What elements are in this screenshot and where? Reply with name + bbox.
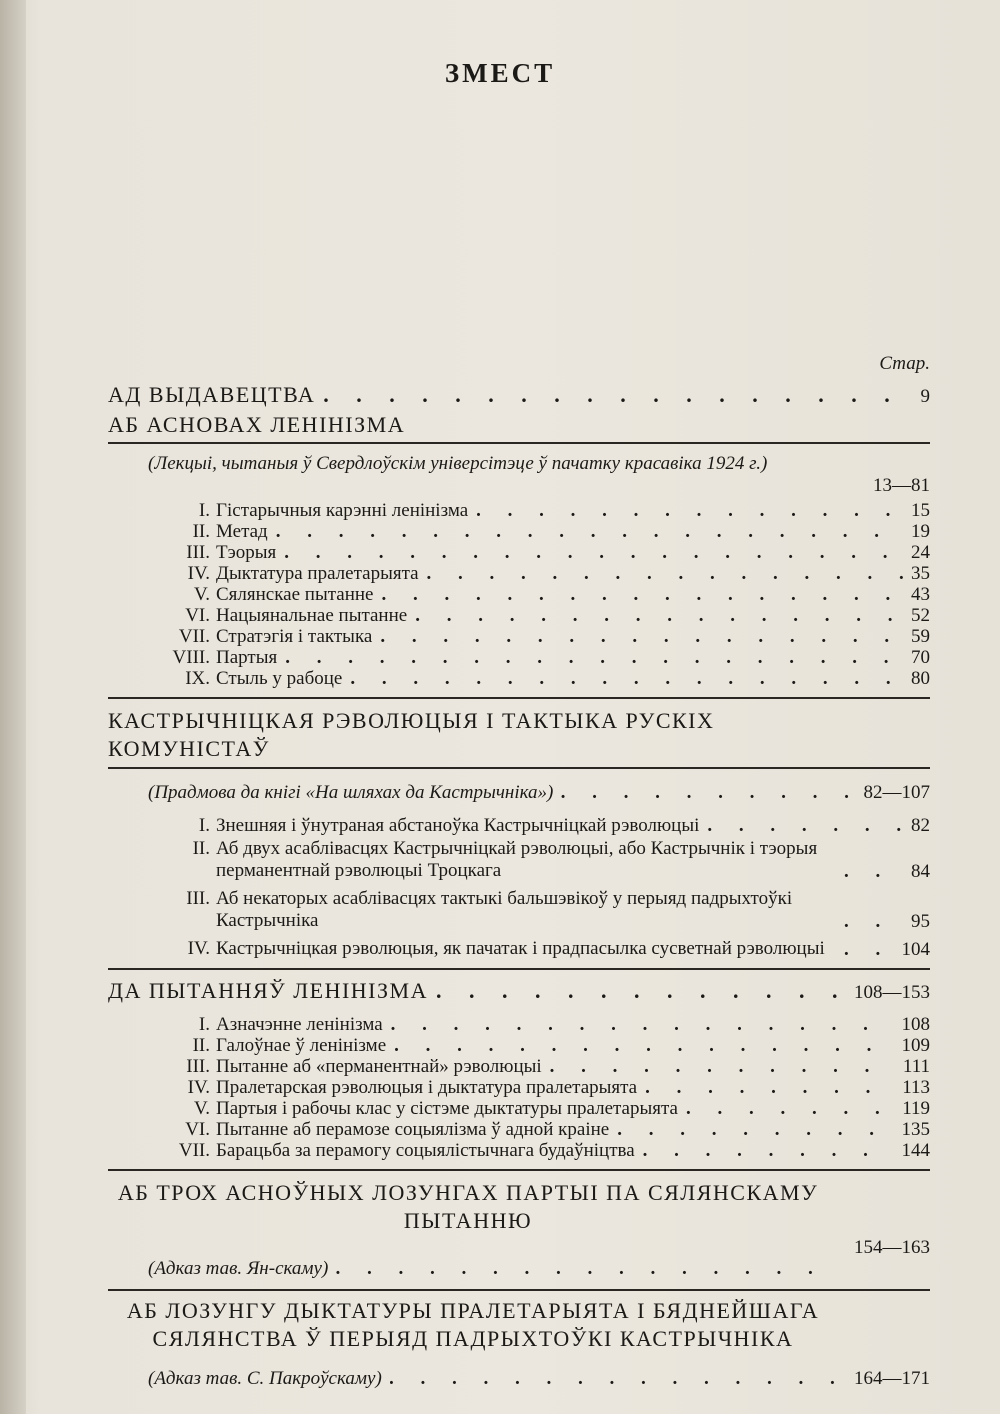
leader-dots	[561, 781, 855, 805]
leader-dots	[276, 521, 903, 542]
leader-dots	[707, 815, 903, 836]
leader-dots	[381, 584, 903, 605]
chapter-number: I.	[198, 1014, 210, 1035]
leader-dots	[336, 1257, 812, 1281]
chapter-number: II.	[192, 521, 210, 542]
chapter-item	[158, 1140, 930, 1161]
leader-dots	[285, 647, 903, 668]
chapter-title: Партыя	[216, 647, 278, 668]
chapter-title: Галоўнае ў ленінізме	[216, 1035, 387, 1056]
chapter-number: IV.	[187, 1077, 210, 1098]
chapter-title: Стыль у рабоце	[216, 668, 343, 689]
leader-dots	[686, 1098, 894, 1119]
chapter-title: Дыктатура пралетарыята	[216, 563, 419, 584]
chapter-item	[158, 838, 930, 882]
chapter-title: Сялянскае пытанне	[216, 584, 374, 605]
table-of-contents	[108, 382, 930, 1391]
chapter-title: Метад	[216, 521, 268, 542]
section-note: (Адказ тав. Ян-скаму)	[148, 1258, 329, 1279]
leader-dots	[617, 1119, 893, 1140]
chapter-item	[158, 542, 930, 563]
chapter-item	[158, 563, 930, 584]
section-note-page: 164—171	[854, 1368, 930, 1389]
chapter-item	[158, 668, 930, 689]
chapter-item	[158, 500, 930, 521]
chapter-title: Знешняя і ўнутраная абстаноўка Кастрычніцкай рэволюцыі	[216, 815, 700, 836]
chapter-item	[158, 1056, 930, 1077]
chapter-number: VI.	[185, 1119, 210, 1140]
chapter-number: V.	[193, 1098, 210, 1119]
leader-dots	[390, 1367, 846, 1391]
chapter-number: IV.	[187, 938, 210, 959]
chapter-page: 82	[911, 815, 930, 836]
chapter-page: 119	[902, 1098, 930, 1119]
leader-dots	[284, 542, 903, 563]
chapter-number: I.	[198, 815, 210, 836]
chapter-item	[158, 888, 930, 932]
chapter-title: Азначэнне ленінізма	[216, 1014, 383, 1035]
chapter-page: 15	[911, 500, 930, 521]
chapter-number: VII.	[178, 1140, 210, 1161]
leader-dots	[323, 382, 912, 408]
chapter-page: 19	[911, 521, 930, 542]
leader-dots	[643, 1140, 894, 1161]
leader-dots	[415, 605, 903, 626]
chapter-title: Барацьба за перамогу соцыялістычнага будаўніцтва	[216, 1140, 635, 1161]
chapter-list	[158, 500, 930, 689]
chapter-number: II.	[192, 1035, 210, 1056]
section-title: АБ ТРОХ АСНОЎНЫХ ЛОЗУНГАХ ПАРТЫІ ПА СЯЛЯНСКАМУ ПЫТАННЮ	[117, 1180, 819, 1233]
section-note-page: 82—107	[863, 782, 930, 803]
chapter-item	[158, 1077, 930, 1098]
page-column-header: Стар.	[879, 353, 930, 374]
section-divider	[108, 697, 930, 699]
chapter-title: Партыя і рабочы клас у сістэме дыктатуры пралетарыята	[216, 1098, 678, 1119]
chapter-page: 109	[901, 1035, 930, 1056]
chapter-number: III.	[186, 542, 210, 563]
section-note: (Прадмова да кнігі «На шляхах да Кастрычніка»)	[148, 782, 554, 803]
chapter-item	[158, 1035, 930, 1056]
chapter-item	[158, 647, 930, 668]
section-divider	[108, 1169, 930, 1171]
chapter-page: 70	[911, 647, 930, 668]
chapter-number: V.	[193, 584, 210, 605]
leader-dots	[427, 563, 903, 584]
section-title: АБ ЛОЗУНГУ ДЫКТАТУРЫ ПРАЛЕТАРЫЯТА І БЯДНЕЙШАГА СЯЛЯНСТВА Ў ПЕРЫЯД ПАДРЫХТОЎКІ КАСТРЫЧНІКА	[126, 1298, 820, 1351]
chapter-item	[158, 1119, 930, 1140]
chapter-title: Кастрычніцкая рэволюцыя, як пачатак і прадпасылка сусветнай рэволюцыі	[216, 938, 825, 959]
leader-dots	[350, 668, 903, 689]
section-title: АБ АСНОВАХ ЛЕНІНІЗМА	[108, 412, 406, 437]
toc-section	[108, 1297, 838, 1353]
chapter-title: Стратэгія і тактыка	[216, 626, 373, 647]
leader-dots	[550, 1056, 895, 1077]
chapter-title: Пытанне аб «перманентнай» рэволюцыі	[216, 1056, 542, 1077]
leader-dots	[844, 861, 903, 882]
chapter-number: I.	[198, 500, 210, 521]
toc-section	[108, 412, 930, 438]
chapter-page: 52	[911, 605, 930, 626]
chapter-number: III.	[186, 888, 210, 909]
section-note-line	[148, 1367, 930, 1391]
section-title: АД ВЫДАВЕЦТВА	[108, 382, 316, 407]
section-note: (Адказ тав. С. Пакроўскаму)	[148, 1368, 382, 1389]
leader-dots	[844, 911, 903, 932]
leader-dots	[844, 939, 894, 960]
toc-section	[108, 382, 930, 410]
chapter-page: 35	[911, 563, 930, 584]
section-page: 108—153	[854, 982, 930, 1003]
chapter-item	[158, 626, 930, 647]
page-gutter	[0, 0, 26, 1414]
chapter-list	[158, 815, 930, 960]
section-note-page: 13—81	[873, 475, 930, 496]
chapter-title: Нацыянальнае пытанне	[216, 605, 408, 626]
chapter-page: 144	[901, 1140, 930, 1161]
leader-dots	[380, 626, 903, 647]
section-divider	[108, 442, 930, 444]
chapter-item	[158, 584, 930, 605]
chapter-page: 95	[911, 911, 930, 932]
chapter-page: 111	[902, 1056, 930, 1077]
toc-section	[108, 1179, 828, 1235]
leader-dots	[391, 1014, 894, 1035]
toc-section	[108, 978, 930, 1006]
leader-dots	[436, 978, 846, 1004]
section-note-line	[148, 781, 930, 805]
chapter-page: 135	[901, 1119, 930, 1140]
section-note-page: 154—163	[854, 1237, 930, 1258]
section-divider	[108, 1289, 930, 1291]
chapter-item	[158, 938, 930, 960]
chapter-page: 59	[911, 626, 930, 647]
section-title: КАСТРЫЧНІЦКАЯ РЭВОЛЮЦЫЯ І ТАКТЫКА РУСКІХ КОМУНІСТАЎ	[108, 708, 715, 761]
chapter-item	[158, 521, 930, 542]
chapter-item	[158, 1098, 930, 1119]
chapter-page: 104	[901, 939, 930, 960]
section-divider	[108, 968, 930, 970]
leader-dots	[476, 500, 903, 521]
section-note: (Лекцыі, чытаныя ў Свердлоўскім універсітэце ў пачатку красавіка 1924 г.)	[148, 453, 768, 474]
chapter-title: Гістарычныя карэнні ленінізма	[216, 500, 469, 521]
chapter-number: II.	[192, 838, 210, 859]
leader-dots	[645, 1077, 894, 1098]
chapter-number: VI.	[185, 605, 210, 626]
chapter-number: IV.	[187, 563, 210, 584]
chapter-page: 108	[901, 1014, 930, 1035]
chapter-item	[158, 605, 930, 626]
section-title: ДА ПЫТАННЯЎ ЛЕНІНІЗМА	[108, 978, 428, 1003]
toc-section	[108, 707, 748, 763]
chapter-list	[158, 1014, 930, 1161]
chapter-page: 84	[911, 861, 930, 882]
leader-dots	[394, 1035, 893, 1056]
chapter-title: Пытанне аб перамозе соцыялізма ў адной краіне	[216, 1119, 610, 1140]
chapter-number: III.	[186, 1056, 210, 1077]
chapter-page: 24	[911, 542, 930, 563]
chapter-title: Аб некаторых асаблівасцях тактыкі бальшэвікоў у перыяд падрыхтоўкі Кастрычніка	[216, 888, 793, 931]
chapter-page: 113	[902, 1077, 930, 1098]
section-page: 9	[920, 386, 930, 407]
chapter-item	[158, 1014, 930, 1035]
chapter-title: Тэорыя	[216, 542, 277, 563]
chapter-page: 80	[911, 668, 930, 689]
page-title: ЗМЕСТ	[444, 58, 556, 88]
chapter-number: IX.	[185, 668, 210, 689]
chapter-number: VII.	[178, 626, 210, 647]
chapter-title: Аб двух асаблівасцях Кастрычніцкай рэволюцыі, або Кастрычнік і тэорыя перманентнай рэволюцыі Троцкага	[216, 838, 818, 881]
section-divider	[108, 767, 930, 769]
chapter-title: Пралетарская рэволюцыя і дыктатура пралетарыята	[216, 1077, 638, 1098]
chapter-page: 43	[911, 584, 930, 605]
section-note-line	[148, 1257, 820, 1281]
chapter-number: VIII.	[172, 647, 210, 668]
chapter-item	[158, 815, 930, 836]
